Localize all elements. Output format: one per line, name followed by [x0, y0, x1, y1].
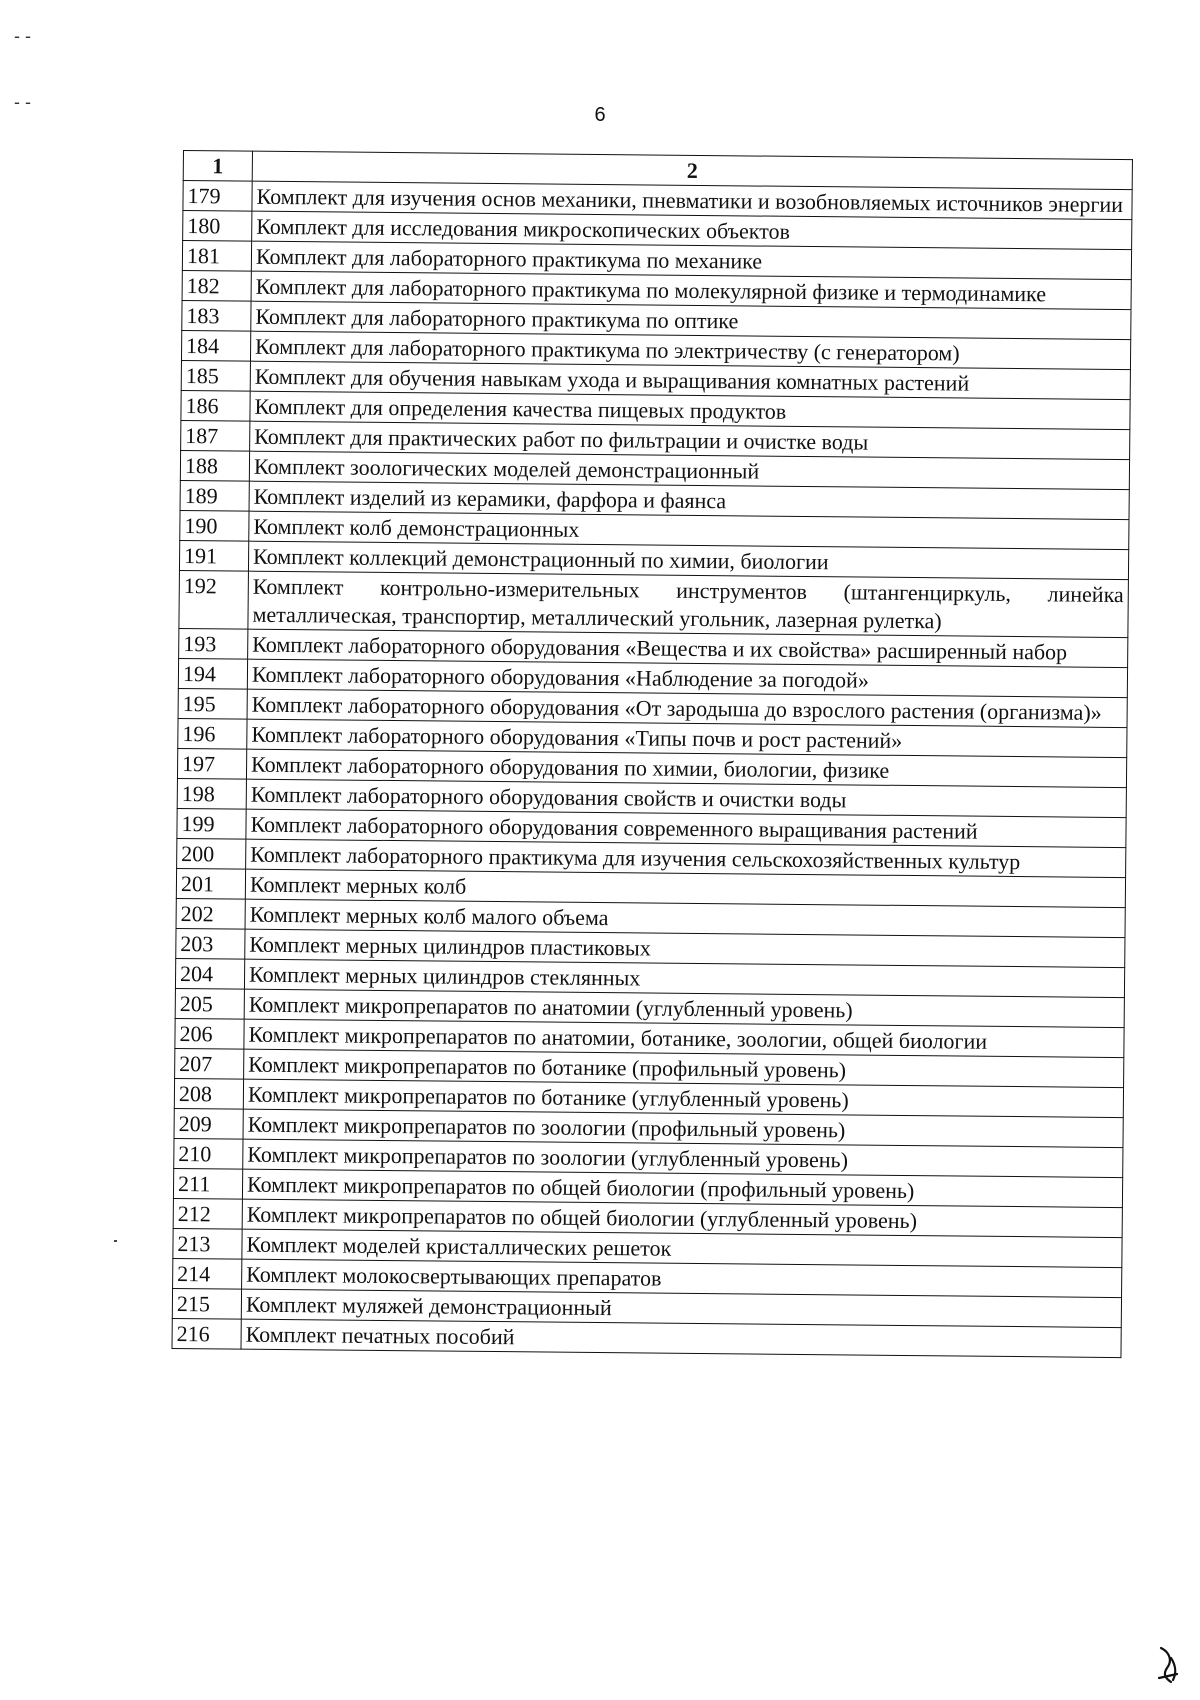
item-name-cell: Комплект лабораторного оборудования современного выращивания растений: [246, 809, 1126, 847]
item-name-cell: Комплект колб демонстрационных: [249, 511, 1129, 549]
item-name-cell: Комплект изделий из керамики, фарфора и фаянса: [249, 481, 1129, 519]
scan-mark: - -: [14, 26, 31, 46]
item-name-cell: Комплект микропрепаратов по общей биологии (профильный уровень): [242, 1169, 1122, 1207]
row-number-cell: 209: [174, 1108, 243, 1139]
column-header-number: 1: [183, 151, 252, 182]
item-name-cell: Комплект микропрепаратов по ботанике (углубленный уровень): [243, 1079, 1123, 1117]
row-number-cell: 206: [175, 1018, 244, 1049]
item-name-cell: Комплект для обучения навыкам ухода и выращивания комнатных растений: [250, 361, 1130, 399]
item-name-cell: Комплект микропрепаратов по анатомии, ботанике, зоологии, общей биологии: [244, 1019, 1124, 1057]
item-name-cell: Комплект микропрепаратов по общей биологии (углубленный уровень): [242, 1199, 1122, 1237]
row-number-cell: 201: [176, 868, 245, 899]
row-number-cell: 190: [180, 510, 249, 541]
row-number-cell: 193: [179, 628, 248, 659]
row-number-cell: 211: [173, 1168, 242, 1199]
item-name-cell: Комплект для практических работ по фильтрации и очистке воды: [250, 421, 1130, 459]
row-number-cell: 185: [181, 360, 250, 391]
row-number-cell: 205: [175, 988, 244, 1019]
row-number-cell: 208: [174, 1078, 243, 1109]
item-name-cell: Комплект лабораторного практикума для изучения сельскохозяйственных культур: [246, 839, 1126, 877]
row-number-cell: 199: [177, 808, 246, 839]
item-name-cell: Комплект зоологических моделей демонстрационный: [249, 451, 1129, 489]
item-name-cell: Комплект лабораторного оборудования «Вещества и их свойства» расширенный набор: [248, 629, 1128, 667]
row-number-cell: 207: [175, 1048, 244, 1079]
item-name-cell: Комплект печатных пособий: [241, 1319, 1121, 1357]
row-number-cell: 187: [181, 420, 250, 451]
item-name-cell: Комплект для изучения основ механики, пневматики и возобновляемых источников энергии: [252, 181, 1132, 219]
row-number-cell: 197: [177, 748, 246, 779]
row-number-cell: 198: [177, 778, 246, 809]
item-name-cell: Комплект для лабораторного практикума по механике: [251, 241, 1131, 279]
table-row: [179, 570, 1129, 637]
row-number-cell: 179: [183, 181, 252, 212]
item-name-cell: Комплект мерных колб: [245, 869, 1125, 907]
item-name-cell: Комплект лабораторного оборудования «Типы почв и рост растений»: [247, 719, 1127, 757]
row-number-cell: 213: [173, 1228, 242, 1259]
column-header-name: 2: [252, 151, 1132, 189]
scan-mark: - -: [14, 92, 31, 112]
row-number-cell: 191: [179, 540, 248, 571]
item-name-cell: Комплект мерных колб малого объема: [245, 899, 1125, 937]
row-number-cell: 202: [176, 898, 245, 929]
item-name-cell: Комплект для исследования микроскопических объектов: [252, 211, 1132, 249]
item-name-cell: Комплект для определения качества пищевых продуктов: [250, 391, 1130, 429]
item-name-cell: Комплект для лабораторного практикума по молекулярной физике и термодинамике: [251, 271, 1131, 309]
item-name-cell: Комплект коллекций демонстрационный по химии, биологии: [248, 541, 1128, 579]
item-name-cell: Комплект для лабораторного практикума по оптике: [251, 301, 1131, 339]
row-number-cell: 189: [180, 480, 249, 511]
item-name-cell: Комплект контрольно-измерительных инструментов (штангенциркуль, линейка металлическая, транспортир, металлический угольник, лазерная рулетка): [248, 571, 1129, 637]
row-number-cell: 183: [182, 300, 251, 331]
item-name-cell: Комплект микропрепаратов по зоологии (профильный уровень): [243, 1109, 1123, 1147]
item-name-cell: Комплект микропрепаратов по анатомии (углубленный уровень): [244, 989, 1124, 1027]
row-number-cell: 200: [177, 838, 246, 869]
page-number: 6: [594, 104, 606, 126]
row-number-cell: 215: [172, 1288, 241, 1319]
item-name-cell: Комплект моделей кристаллических решеток: [242, 1229, 1122, 1267]
row-number-cell: 181: [182, 241, 251, 272]
row-number-cell: 192: [179, 570, 249, 629]
table-body: [172, 181, 1132, 1358]
row-number-cell: 182: [182, 270, 251, 301]
row-number-cell: 212: [173, 1198, 242, 1229]
row-number-cell: 203: [176, 928, 245, 959]
row-number-cell: 196: [178, 718, 247, 749]
item-name-cell: Комплект для лабораторного практикума по электричеству (с генератором): [250, 331, 1130, 369]
row-number-cell: 186: [181, 390, 250, 421]
item-name-cell: Комплект мерных цилиндров пластиковых: [245, 929, 1125, 967]
row-number-cell: 188: [180, 450, 249, 481]
item-name-cell: Комплект лабораторного оборудования «Наблюдение за погодой»: [247, 659, 1127, 697]
item-name-cell: Комплект мерных цилиндров стеклянных: [244, 959, 1124, 997]
item-name-cell: Комплект лабораторного оборудования «От зародыша до взрослого растения (организма)»: [247, 689, 1127, 727]
row-number-cell: 216: [172, 1318, 241, 1349]
row-number-cell: 194: [178, 658, 247, 689]
item-name-cell: Комплект лабораторного оборудования свойств и очистки воды: [246, 779, 1126, 817]
row-number-cell: 195: [178, 688, 247, 719]
item-name-cell: Комплект молокосвертывающих препаратов: [242, 1259, 1122, 1297]
item-name-cell: Комплект микропрепаратов по зоологии (углубленный уровень): [243, 1139, 1123, 1177]
equipment-table: [171, 150, 1132, 1358]
row-number-cell: 184: [181, 330, 250, 361]
scan-dot: [114, 1240, 117, 1242]
row-number-cell: 214: [173, 1258, 242, 1289]
handwritten-signature-icon: [1155, 1644, 1183, 1684]
item-name-cell: Комплект микропрепаратов по ботанике (профильный уровень): [244, 1049, 1124, 1087]
row-number-cell: 204: [175, 958, 244, 989]
row-number-cell: 180: [183, 211, 252, 242]
row-number-cell: 210: [174, 1138, 243, 1169]
item-name-cell: Комплект муляжей демонстрационный: [241, 1289, 1121, 1327]
item-name-cell: Комплект лабораторного оборудования по химии, биологии, физике: [246, 749, 1126, 787]
